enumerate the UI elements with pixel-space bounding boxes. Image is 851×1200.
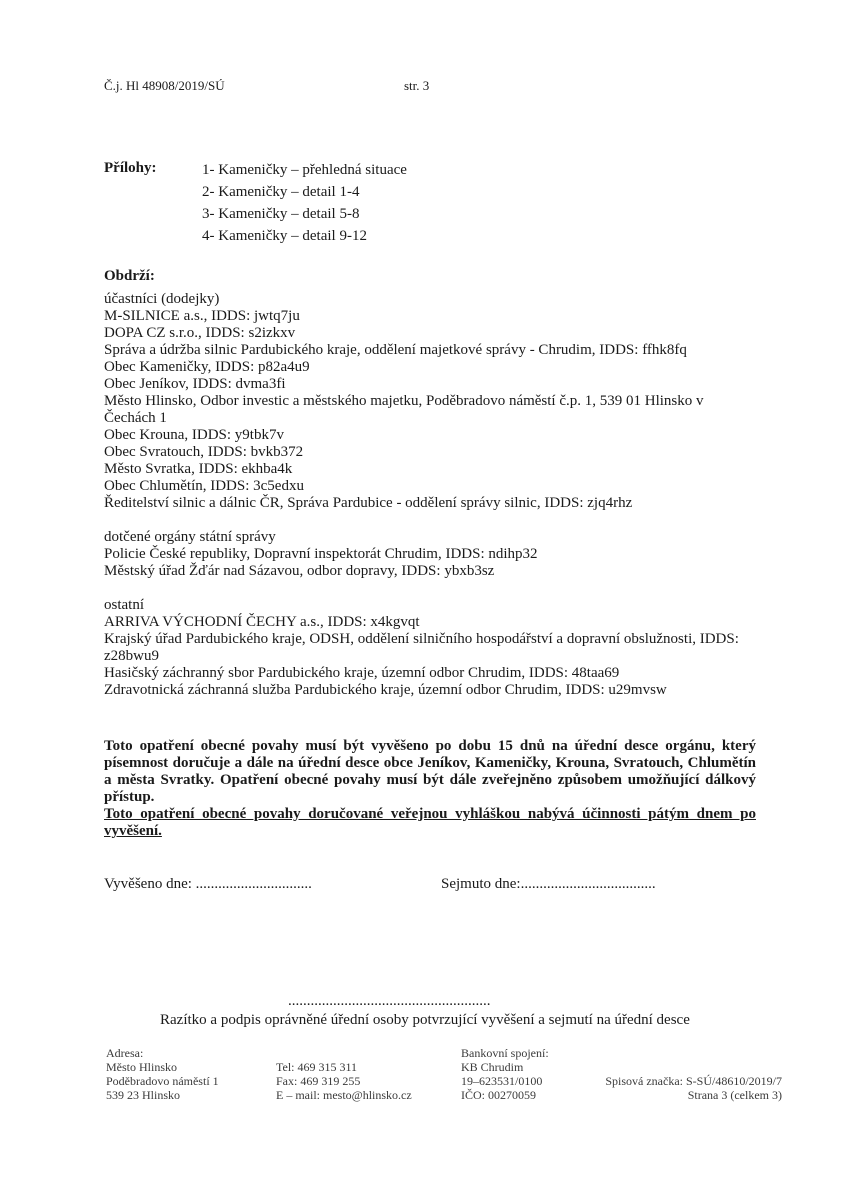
attachments-list <box>202 159 407 247</box>
spacer <box>104 512 804 529</box>
others-heading: ostatní <box>104 597 144 613</box>
attachment-item: 4- Kameničky – detail 9-12 <box>202 228 367 244</box>
reference-number: Č.j. Hl 48908/2019/SÚ <box>104 78 225 93</box>
spacer <box>104 580 804 597</box>
footer-line: Bankovní spojení: <box>461 1046 549 1060</box>
page-number: str. 3 <box>404 78 430 93</box>
recipient-item: Ředitelství silnic a dálnic ČR, Správa Pardubice - oddělení správy silnic, IDDS: zjq4rhz <box>104 495 633 511</box>
posted-date-field: Vyvěšeno dne: ............................... <box>104 876 312 892</box>
signature-caption: Razítko a podpis oprávněné úřední osoby potvrzující vyvěšení a sejmutí na úřední desce <box>160 1012 690 1028</box>
posting-notice <box>104 738 756 840</box>
footer-line: Město Hlinsko <box>106 1060 178 1074</box>
recipient-item: z28bwu9 <box>104 648 159 664</box>
removed-date-field: Sejmuto dne:.................................... <box>441 876 656 892</box>
file-mark: Spisová značka: S-SÚ/48610/2019/7 <box>605 1074 782 1088</box>
recipient-item: Obec Krouna, IDDS: y9tbk7v <box>104 427 284 443</box>
footer-file <box>586 1074 782 1102</box>
footer-line: Adresa: <box>106 1046 144 1060</box>
notice-text: Toto opatření obecné povahy musí být vyvěšeno po dobu 15 dnů na úřední desce orgánu, který písemnost doručuje a dále na úřední desce obce Jeníkov, Kameničky, Krouna, Svratouch, Chlumětín a města Svratky. Opatření obecné povahy musí být dále zveřejněno způsobem umožňující dálkový přístup. <box>104 738 756 805</box>
recipient-item: Krajský úřad Pardubického kraje, ODSH, oddělení silničního hospodářství a dopravní obslužnosti, IDDS: <box>104 631 739 647</box>
page-count: Strana 3 (celkem 3) <box>687 1088 782 1102</box>
recipient-item: Zdravotnická záchranná služba Pardubického kraje, územní odbor Chrudim, IDDS: u29mvsw <box>104 682 667 698</box>
footer-line: Fax: 469 319 255 <box>276 1074 361 1088</box>
footer-line: 19–623531/0100 <box>461 1074 543 1088</box>
recipient-item: Obec Svratouch, IDDS: bvkb372 <box>104 444 304 460</box>
footer-line: E – mail: mesto@hlinsko.cz <box>276 1088 412 1102</box>
footer-line: 539 23 Hlinsko <box>106 1088 181 1102</box>
footer-line: Tel: 469 315 311 <box>276 1060 358 1074</box>
authorities-heading: dotčené orgány státní správy <box>104 529 276 545</box>
recipient-item: Město Hlinsko, Odbor investic a městského majetku, Poděbradovo náměstí č.p. 1, 539 01 Hlinsko v <box>104 393 704 409</box>
footer-line: IČO: 00270059 <box>461 1088 536 1102</box>
attachment-item: 1- Kameničky – přehledná situace <box>202 162 407 178</box>
attachments-label: Přílohy: <box>104 160 157 176</box>
recipient-item: Městský úřad Žďár nad Sázavou, odbor dopravy, IDDS: ybxb3sz <box>104 563 495 579</box>
footer-line: KB Chrudim <box>461 1060 524 1074</box>
recipient-item: DOPA CZ s.r.o., IDDS: s2izkxv <box>104 325 296 341</box>
footer-contact <box>276 1060 412 1102</box>
notice-effectiveness: Toto opatření obecné povahy doručované veřejnou vyhláškou nabývá účinnosti pátým dnem po vyvěšení. <box>104 806 756 839</box>
participants-heading: účastníci (dodejky) <box>104 291 220 307</box>
recipient-item: ARRIVA VÝCHODNÍ ČECHY a.s., IDDS: x4kgvqt <box>104 614 420 630</box>
recipient-item: Obec Kameničky, IDDS: p82a4u9 <box>104 359 310 375</box>
recipient-item: M-SILNICE a.s., IDDS: jwtq7ju <box>104 308 300 324</box>
recipient-item: Policie České republiky, Dopravní inspektorát Chrudim, IDDS: ndihp32 <box>104 546 538 562</box>
recipients-label: Obdrží: <box>104 268 155 284</box>
recipient-item: Město Svratka, IDDS: ekhba4k <box>104 461 293 477</box>
recipient-item: Obec Jeníkov, IDDS: dvma3fi <box>104 376 286 392</box>
attachment-item: 2- Kameničky – detail 1-4 <box>202 184 360 200</box>
recipients-list <box>104 291 804 699</box>
recipient-item: Čechách 1 <box>104 410 167 426</box>
footer-bank <box>461 1046 549 1102</box>
recipient-item: Správa a údržba silnic Pardubického kraje, oddělení majetkové správy - Chrudim, IDDS: ffhk8fq <box>104 342 687 358</box>
footer-line: Poděbradovo náměstí 1 <box>106 1074 219 1088</box>
signature-line: ...................................................... <box>288 993 491 1009</box>
footer-address <box>106 1046 219 1102</box>
recipient-item: Hasičský záchranný sbor Pardubického kraje, územní odbor Chrudim, IDDS: 48taa69 <box>104 665 620 681</box>
attachment-item: 3- Kameničky – detail 5-8 <box>202 206 360 222</box>
recipient-item: Obec Chlumětín, IDDS: 3c5edxu <box>104 478 304 494</box>
